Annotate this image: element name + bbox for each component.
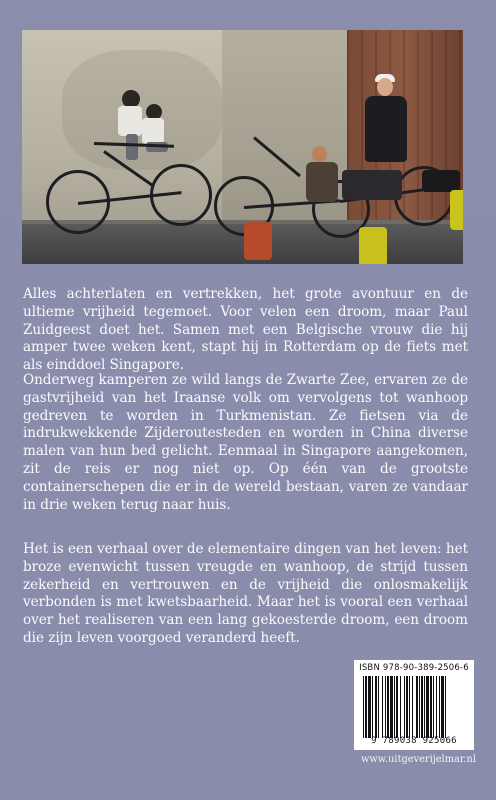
barcode-bar (363, 676, 364, 738)
barcode-bar (406, 676, 408, 738)
barcode-bar (416, 676, 418, 738)
barcode-bar (419, 676, 420, 738)
barcode-bar (436, 676, 437, 738)
barcode-bar (439, 676, 440, 738)
woman-body (306, 162, 338, 202)
barcode-bar (421, 676, 423, 738)
barcode-box (354, 660, 474, 750)
man-head (377, 78, 393, 96)
barcode-bar (368, 676, 371, 738)
barcode-bar (387, 676, 389, 738)
barcode-bar (404, 676, 405, 738)
luggage (342, 170, 402, 200)
woman-head (312, 146, 327, 163)
yellow-pannier (450, 190, 463, 230)
blurb-paragraph-3: Het is een verhaal over de elementaire dingen van het leven: het broze evenwicht tussen vreugde en wanhoop, de strijd tussen zekerheid en vertrouwen en de vrijheid die onlosmakelijk verbonden is met kwetsbaarheid. Maar het is vooral een verhaal over het realiseren van een lang gekoesterde droom, een droom die zijn leven voorgoed veranderd heeft. (23, 541, 468, 646)
barcode-digits: 9 789038 925066 (371, 736, 457, 746)
wall-stain (62, 50, 222, 170)
barcode-bar (365, 676, 367, 738)
barcode-bar (400, 676, 401, 738)
cover-photo (22, 30, 463, 264)
barcode-bars (362, 676, 467, 738)
barcode-bar (382, 676, 383, 738)
barcode-bar (390, 676, 393, 738)
isbn-label: ISBN 978-90-389-2506-6 (359, 663, 469, 673)
barcode-bar (375, 676, 377, 738)
barcode-bar (409, 676, 410, 738)
barcode-bar (441, 676, 444, 738)
red-pannier (244, 222, 272, 260)
yellow-pannier (359, 227, 387, 264)
barcode-bar (378, 676, 379, 738)
publisher-website: www.uitgeverijelmar.nl (361, 754, 476, 765)
barcode-bar (385, 676, 386, 738)
blurb-paragraph-1: Alles achterlaten en vertrekken, het grote avontuur en de ultieme vrijheid tegemoet. Voor velen een droom, maar Paul Zuidgeest doet het. Samen met een Belgische vrouw die hij amper twee weken kent, stapt hij in Rotterdam op de fiets met als einddoel Singapore. (23, 286, 468, 374)
barcode-bar (412, 676, 413, 738)
man-body (365, 96, 407, 162)
barcode-bar (372, 676, 373, 738)
handlebar-bag (422, 170, 460, 192)
mural-kid-body (118, 106, 142, 136)
barcode-bar (430, 676, 432, 738)
barcode-bar (396, 676, 398, 738)
blurb-paragraph-2: Onderweg kamperen ze wild langs de Zwarte Zee, ervaren ze de gastvrijheid van het Iraanse volk om vervolgens tot wanhoop gedreven te worden in Turkmenistan. Ze fietsen via de indrukwekkende Zijderoutesteden en worden in China diverse malen van hun bed gelicht. Eenmaal in Singapore aangekomen, zit de reis er nog niet op. Op één van de grootste containerschepen die er in de wereld bestaan, varen ze vandaar in drie weken terug naar huis. (23, 372, 468, 513)
barcode-bar (433, 676, 434, 738)
mural-kid-body (142, 118, 164, 144)
mural-kid-legs (126, 134, 138, 160)
barcode-bar (426, 676, 429, 738)
barcode-bar (424, 676, 425, 738)
barcode-bar (445, 676, 446, 738)
barcode-bar (394, 676, 395, 738)
